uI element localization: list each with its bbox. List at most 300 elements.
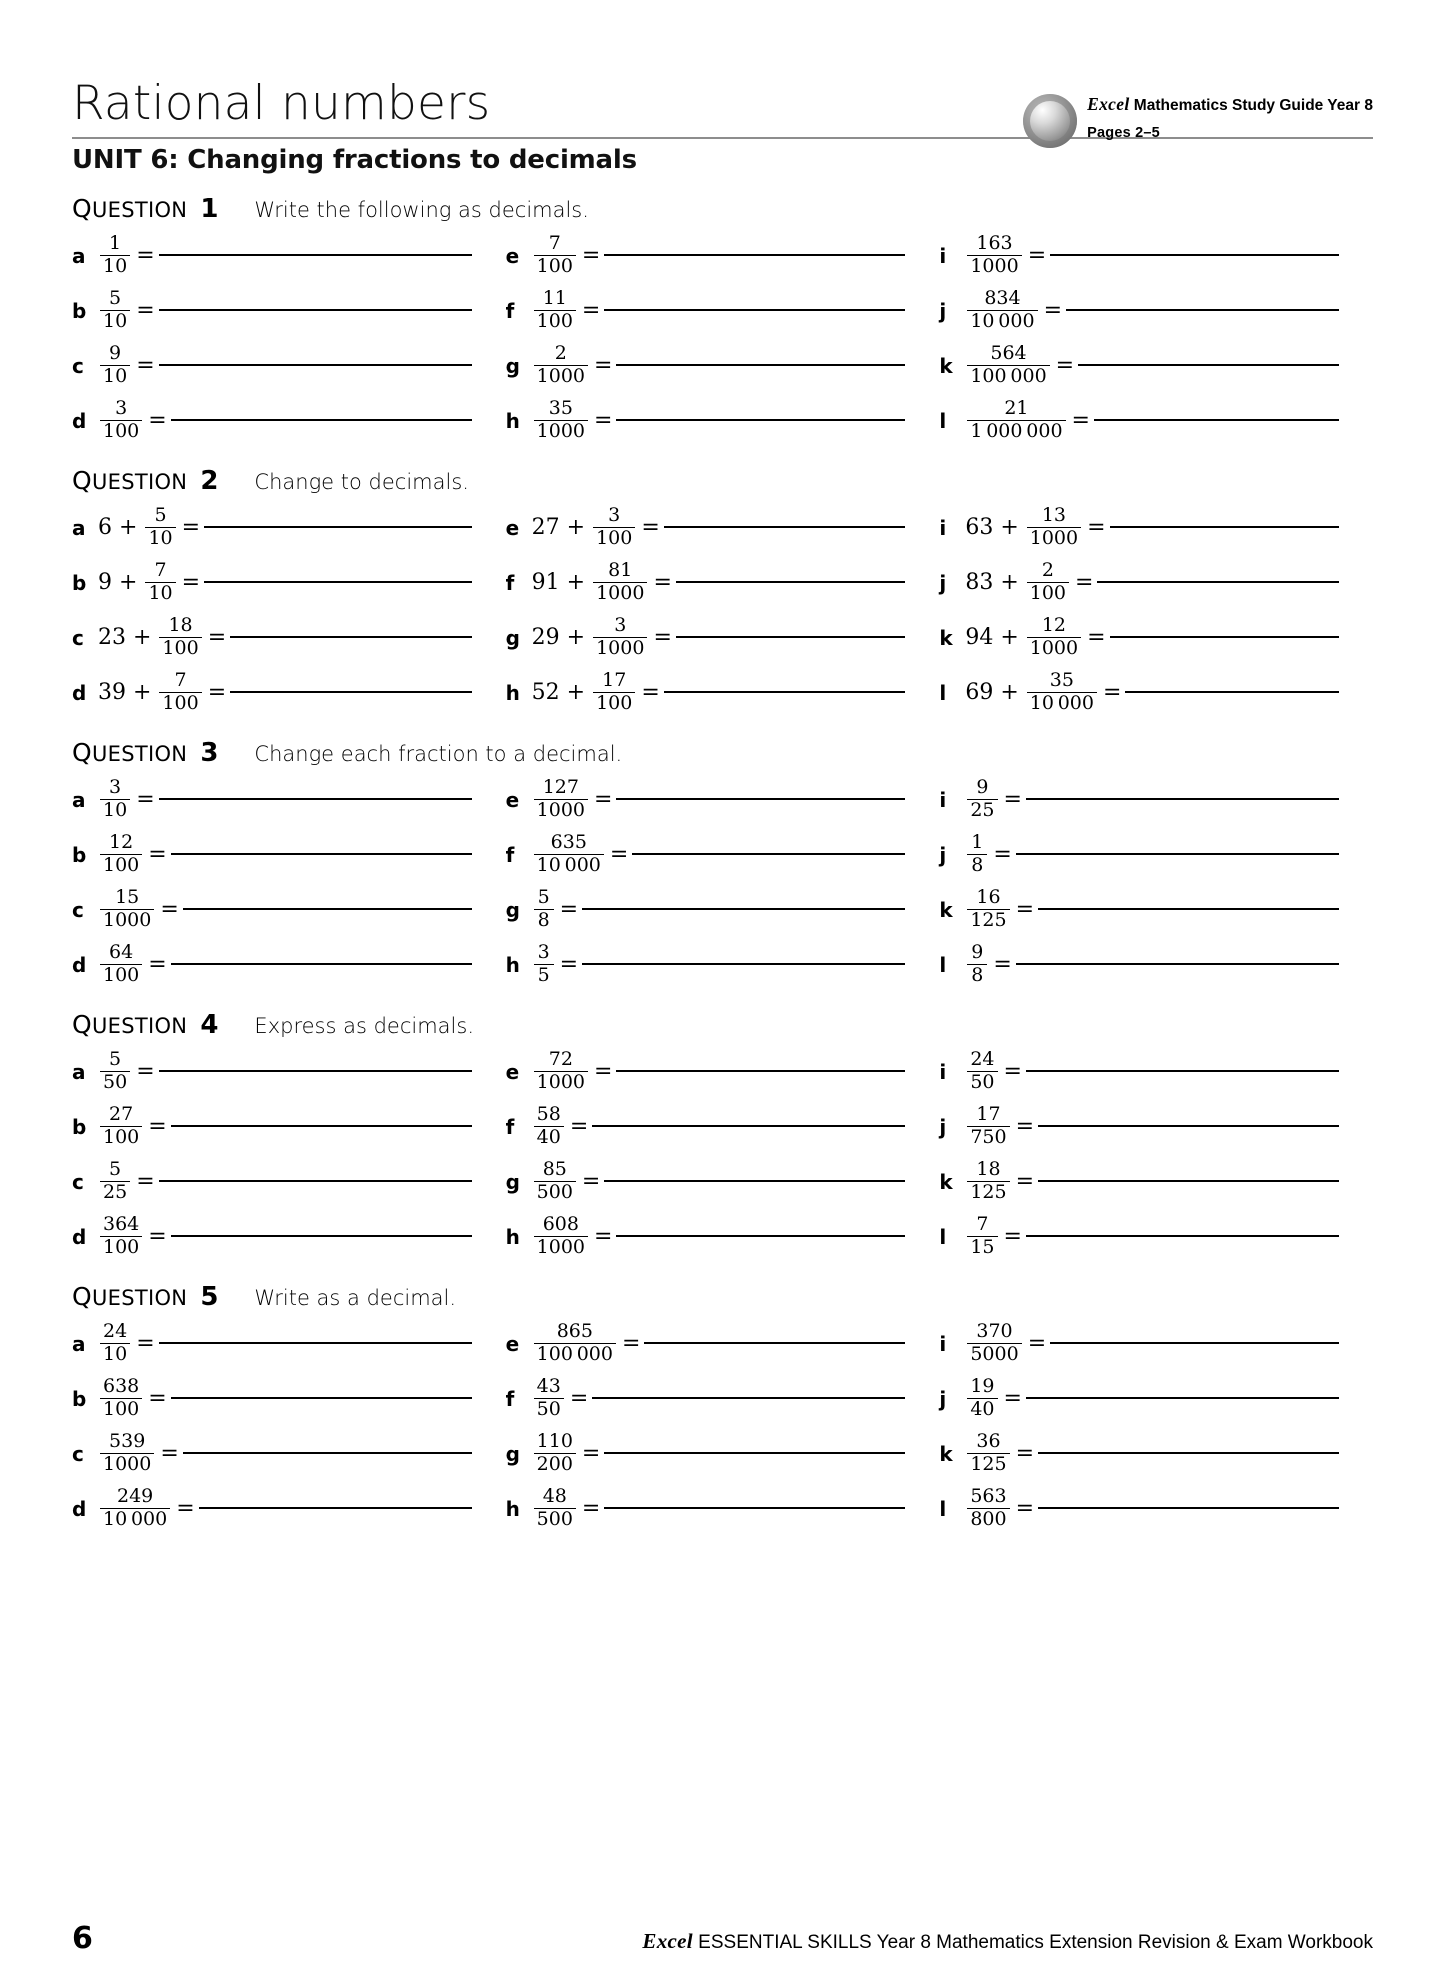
- fraction-numerator: 43: [536, 1374, 561, 1397]
- fraction: [100, 1429, 154, 1476]
- fraction-denominator: 100: [103, 1236, 140, 1259]
- fraction: [593, 503, 635, 550]
- fraction-numerator: 3: [115, 396, 128, 419]
- answer-blank[interactable]: [183, 908, 472, 910]
- fraction-denominator: 100: [103, 964, 140, 987]
- answer-blank[interactable]: [1016, 853, 1339, 855]
- exercise-item: [72, 1044, 506, 1099]
- question-items-grid: [72, 228, 1373, 448]
- fraction: [159, 668, 201, 715]
- answer-blank[interactable]: [230, 691, 472, 693]
- equals-sign: =: [1015, 1169, 1035, 1194]
- item-letter: e: [505, 787, 520, 812]
- fraction-numerator: 12: [1041, 613, 1067, 636]
- answer-blank[interactable]: [159, 254, 472, 256]
- fraction-numerator: 19: [970, 1374, 995, 1397]
- answer-blank[interactable]: [676, 581, 905, 583]
- exercise-item: [506, 1099, 940, 1154]
- question-instruction: Write the following as decimals.: [254, 198, 589, 222]
- fraction-numerator: 13: [1041, 503, 1067, 526]
- item-letter: a: [72, 515, 86, 540]
- answer-blank[interactable]: [1038, 908, 1339, 910]
- fraction-numerator: 9: [976, 775, 989, 798]
- fraction: [100, 1374, 142, 1421]
- exercise-item: [506, 1371, 940, 1426]
- item-letter: f: [505, 570, 515, 595]
- item-letter: a: [72, 787, 86, 812]
- answer-blank[interactable]: [1066, 309, 1339, 311]
- equals-sign: =: [621, 1331, 641, 1356]
- exercise-item: [506, 283, 940, 338]
- fraction: [534, 1157, 576, 1204]
- equals-sign: =: [1003, 787, 1022, 812]
- fraction: [145, 558, 175, 605]
- answer-blank[interactable]: [604, 254, 905, 256]
- fraction-denominator: 1000: [1029, 527, 1079, 550]
- fraction-denominator: 100: [103, 420, 140, 443]
- fraction-numerator: 638: [103, 1374, 140, 1397]
- fraction: [534, 940, 554, 987]
- exercise-item: [72, 1209, 506, 1264]
- item-letter: h: [505, 952, 520, 977]
- answer-blank[interactable]: [1038, 1452, 1339, 1454]
- questions-container: [72, 194, 1373, 1536]
- fraction-numerator: 163: [976, 231, 1013, 254]
- fraction-denominator: 100: [103, 1126, 140, 1149]
- equals-sign: =: [581, 1441, 601, 1466]
- equals-sign: =: [993, 842, 1012, 867]
- fraction: [534, 1484, 576, 1531]
- fraction-numerator: 85: [542, 1157, 567, 1180]
- question-block: [72, 738, 1373, 992]
- exercise-item: [506, 1044, 940, 1099]
- equals-sign: =: [1087, 515, 1106, 540]
- fraction-numerator: 3: [109, 775, 122, 798]
- fraction-denominator: 500: [536, 1181, 573, 1204]
- fraction-denominator: 50: [970, 1071, 995, 1094]
- item-letter: a: [72, 243, 86, 268]
- fraction-denominator: 100: [536, 310, 573, 333]
- item-letter: h: [505, 1496, 520, 1521]
- fraction-numerator: 564: [990, 341, 1027, 364]
- fraction: [593, 613, 647, 660]
- fraction: [100, 396, 142, 443]
- brand-text: [1087, 92, 1373, 141]
- exercise-item: [939, 555, 1373, 610]
- item-letter: c: [72, 897, 84, 922]
- item-letter: b: [72, 570, 87, 595]
- equals-sign: =: [176, 1496, 195, 1521]
- answer-blank[interactable]: [604, 1507, 905, 1509]
- fraction-numerator: 72: [548, 1047, 573, 1070]
- fraction-denominator: 1000: [536, 1236, 586, 1259]
- item-letter: c: [72, 625, 84, 650]
- equals-sign: =: [1103, 680, 1122, 705]
- fraction: [967, 1319, 1021, 1366]
- exercise-item: [506, 1209, 940, 1264]
- answer-blank[interactable]: [1026, 1397, 1339, 1399]
- item-letter: b: [72, 842, 87, 867]
- answer-blank[interactable]: [644, 1342, 905, 1344]
- equals-sign: =: [993, 952, 1012, 977]
- answer-blank[interactable]: [1050, 1342, 1339, 1344]
- item-letter: g: [505, 897, 520, 922]
- fraction-numerator: 24: [103, 1319, 128, 1342]
- answer-blank[interactable]: [171, 853, 472, 855]
- exercise-item: [506, 610, 940, 665]
- answer-blank[interactable]: [204, 526, 472, 528]
- fraction-denominator: 100 000: [536, 1343, 613, 1366]
- equals-sign: =: [148, 842, 167, 867]
- answer-blank[interactable]: [159, 309, 472, 311]
- item-letter: l: [939, 1496, 947, 1521]
- equals-sign: =: [181, 515, 201, 540]
- fraction-numerator: 370: [976, 1319, 1013, 1342]
- fraction: [534, 1102, 564, 1149]
- exercise-item: [939, 228, 1373, 283]
- answer-blank[interactable]: [159, 798, 472, 800]
- fraction-denominator: 10 000: [103, 1508, 168, 1531]
- answer-blank[interactable]: [592, 1397, 905, 1399]
- fraction-numerator: 9: [971, 940, 984, 963]
- answer-blank[interactable]: [171, 1125, 472, 1127]
- item-letter: d: [72, 1224, 87, 1249]
- fraction-numerator: 7: [548, 231, 561, 254]
- question-items-grid: [72, 1316, 1373, 1536]
- question-block: [72, 466, 1373, 720]
- answer-blank[interactable]: [1016, 963, 1339, 965]
- answer-blank[interactable]: [1026, 1235, 1339, 1237]
- equals-sign: =: [559, 897, 579, 922]
- fraction-numerator: 7: [976, 1212, 989, 1235]
- answer-blank[interactable]: [664, 526, 906, 528]
- fraction-denominator: 25: [103, 1181, 128, 1204]
- brand-block: [1023, 92, 1373, 148]
- item-letter: e: [505, 515, 520, 540]
- item-letter: i: [939, 1331, 947, 1356]
- fraction-numerator: 563: [970, 1484, 1007, 1507]
- fraction: [967, 1102, 1009, 1149]
- answer-blank[interactable]: [616, 798, 905, 800]
- fraction-denominator: 10: [148, 582, 173, 605]
- answer-blank[interactable]: [1026, 1070, 1339, 1072]
- exercise-item: [72, 772, 506, 827]
- question-instruction: Express as decimals.: [254, 1014, 474, 1038]
- fraction-denominator: 1000: [536, 1071, 586, 1094]
- exercise-item: [506, 500, 940, 555]
- exercise-item: [72, 500, 506, 555]
- answer-blank[interactable]: [582, 963, 905, 965]
- fraction-denominator: 10: [148, 527, 173, 550]
- exercise-item: [506, 228, 940, 283]
- fraction: [967, 231, 1021, 278]
- fraction-denominator: 8: [537, 909, 550, 932]
- fraction-denominator: 1000: [536, 365, 586, 388]
- fraction-numerator: 608: [542, 1212, 579, 1235]
- answer-blank[interactable]: [230, 636, 472, 638]
- equals-sign: =: [581, 1169, 601, 1194]
- question-number: 5: [200, 1282, 219, 1312]
- answer-blank[interactable]: [159, 1342, 472, 1344]
- fraction: [534, 1212, 588, 1259]
- fraction-numerator: 16: [976, 885, 1001, 908]
- answer-blank[interactable]: [616, 364, 905, 366]
- exercise-item: [939, 827, 1373, 882]
- equals-sign: =: [207, 680, 227, 705]
- equals-sign: =: [569, 1114, 589, 1139]
- fraction-denominator: 1000: [970, 255, 1019, 278]
- question-header: [72, 1010, 1373, 1040]
- exercise-item: [72, 393, 506, 448]
- fraction-denominator: 125: [970, 1181, 1007, 1204]
- fraction-numerator: 17: [976, 1102, 1001, 1125]
- item-letter: h: [505, 408, 520, 433]
- question-label: [72, 738, 187, 767]
- fraction-numerator: 64: [109, 940, 134, 963]
- exercise-item: [939, 1099, 1373, 1154]
- item-letter: d: [72, 408, 87, 433]
- answer-blank[interactable]: [1038, 1125, 1339, 1127]
- item-whole-part: 9 +: [98, 570, 138, 595]
- equals-sign: =: [1075, 570, 1094, 595]
- answer-blank[interactable]: [604, 1180, 905, 1182]
- item-whole-part: 63 +: [965, 515, 1019, 540]
- answer-blank[interactable]: [1094, 419, 1339, 421]
- fraction: [534, 885, 554, 932]
- answer-blank[interactable]: [616, 419, 905, 421]
- equals-sign: =: [136, 1331, 155, 1356]
- question-instruction: Change to decimals.: [254, 470, 469, 494]
- fraction: [534, 1429, 576, 1476]
- fraction-numerator: 5: [109, 1047, 122, 1070]
- fraction-denominator: 50: [103, 1071, 128, 1094]
- fraction-denominator: 100: [536, 255, 573, 278]
- fraction-denominator: 50: [536, 1398, 561, 1421]
- item-letter: b: [72, 1386, 87, 1411]
- answer-blank[interactable]: [616, 1070, 905, 1072]
- question-header: [72, 466, 1373, 496]
- exercise-item: [72, 1426, 506, 1481]
- answer-blank[interactable]: [1026, 798, 1339, 800]
- item-whole-part: 52 +: [531, 680, 586, 705]
- fraction-numerator: 5: [109, 286, 122, 309]
- equals-sign: =: [559, 952, 579, 977]
- fraction: [534, 231, 576, 278]
- exercise-item: [72, 555, 506, 610]
- answer-blank[interactable]: [1110, 526, 1339, 528]
- fraction-denominator: 1000: [596, 582, 645, 605]
- answer-blank[interactable]: [592, 1125, 905, 1127]
- exercise-item: [939, 1209, 1373, 1264]
- question-label-rest: UESTION: [91, 470, 188, 494]
- equals-sign: =: [1027, 1331, 1047, 1356]
- exercise-item: [939, 500, 1373, 555]
- equals-sign: =: [653, 625, 672, 650]
- exercise-item: [72, 882, 506, 937]
- item-letter: l: [939, 1224, 947, 1249]
- brand-excel-word: Excel: [1087, 94, 1130, 114]
- exercise-item: [506, 665, 940, 720]
- fraction: [967, 830, 987, 877]
- equals-sign: =: [1043, 298, 1063, 323]
- question-label-rest: UESTION: [91, 1014, 188, 1038]
- exercise-item: [939, 1316, 1373, 1371]
- answer-blank[interactable]: [171, 419, 472, 421]
- answer-blank[interactable]: [1078, 364, 1339, 366]
- exercise-item: [939, 393, 1373, 448]
- item-letter: f: [505, 298, 515, 323]
- fraction: [967, 775, 997, 822]
- item-letter: i: [939, 243, 947, 268]
- fraction-denominator: 100: [1029, 582, 1067, 605]
- equals-sign: =: [1003, 1059, 1022, 1084]
- fraction: [967, 885, 1009, 932]
- item-letter: e: [505, 1331, 520, 1356]
- fraction-denominator: 100 000: [970, 365, 1047, 388]
- fraction-denominator: 10 000: [970, 310, 1035, 333]
- question-label: [72, 1010, 187, 1039]
- fraction: [100, 830, 142, 877]
- answer-blank[interactable]: [199, 1507, 472, 1509]
- fraction: [100, 1319, 130, 1366]
- exercise-item: [72, 1316, 506, 1371]
- equals-sign: =: [594, 353, 613, 378]
- item-whole-part: 29 +: [531, 625, 586, 650]
- answer-blank[interactable]: [171, 963, 472, 965]
- fraction: [100, 1157, 130, 1204]
- fraction-numerator: 48: [542, 1484, 567, 1507]
- item-letter: g: [505, 625, 520, 650]
- question-number: 2: [200, 466, 219, 496]
- answer-blank[interactable]: [159, 1070, 472, 1072]
- answer-blank[interactable]: [1038, 1180, 1339, 1182]
- question-label-cap: Q: [72, 466, 92, 495]
- fraction-denominator: 40: [536, 1126, 561, 1149]
- fraction-numerator: 36: [976, 1429, 1001, 1452]
- answer-blank[interactable]: [604, 309, 905, 311]
- exercise-item: [939, 1481, 1373, 1536]
- fraction: [100, 1047, 130, 1094]
- answer-blank[interactable]: [1038, 1507, 1339, 1509]
- fraction: [534, 830, 604, 877]
- equals-sign: =: [136, 1059, 155, 1084]
- question-number: 3: [200, 738, 219, 768]
- exercise-item: [939, 610, 1373, 665]
- fraction: [100, 775, 130, 822]
- exercise-item: [72, 1481, 506, 1536]
- equals-sign: =: [594, 1059, 613, 1084]
- exercise-item: [939, 665, 1373, 720]
- fraction-denominator: 1 000 000: [970, 420, 1063, 443]
- answer-blank[interactable]: [604, 1452, 905, 1454]
- fraction-numerator: 27: [109, 1102, 134, 1125]
- fraction: [534, 775, 588, 822]
- item-letter: d: [72, 680, 87, 705]
- question-label: [72, 466, 187, 495]
- answer-blank[interactable]: [204, 581, 472, 583]
- item-letter: j: [939, 570, 947, 595]
- fraction-numerator: 12: [109, 830, 134, 853]
- answer-blank[interactable]: [183, 1452, 472, 1454]
- answer-blank[interactable]: [676, 636, 905, 638]
- brand-pages-label: Pages 2–5: [1087, 124, 1160, 141]
- answer-blank[interactable]: [616, 1235, 905, 1237]
- item-letter: c: [72, 353, 84, 378]
- question-label: [72, 194, 187, 223]
- item-letter: k: [939, 353, 953, 378]
- answer-blank[interactable]: [159, 364, 472, 366]
- fraction: [967, 940, 987, 987]
- exercise-item: [939, 1426, 1373, 1481]
- question-label-cap: Q: [72, 1010, 92, 1039]
- item-letter: i: [939, 787, 947, 812]
- fraction-denominator: 1000: [103, 909, 152, 932]
- question-label-rest: UESTION: [91, 198, 188, 222]
- fraction-numerator: 2: [1041, 558, 1054, 581]
- equals-sign: =: [581, 1496, 601, 1521]
- fraction: [534, 286, 576, 333]
- fraction: [593, 668, 635, 715]
- item-letter: l: [939, 952, 947, 977]
- fraction-numerator: 9: [109, 341, 122, 364]
- equals-sign: =: [641, 680, 660, 705]
- exercise-item: [506, 338, 940, 393]
- unit-heading: UNIT 6: Changing fractions to decimals: [72, 145, 637, 175]
- fraction-numerator: 35: [548, 396, 573, 419]
- equals-sign: =: [581, 243, 601, 268]
- answer-blank[interactable]: [664, 691, 906, 693]
- equals-sign: =: [148, 1114, 167, 1139]
- exercise-item: [506, 555, 940, 610]
- answer-blank[interactable]: [1110, 636, 1339, 638]
- fraction: [1027, 558, 1069, 605]
- fraction: [534, 1319, 616, 1366]
- answer-blank[interactable]: [1097, 581, 1339, 583]
- fraction: [1027, 668, 1097, 715]
- answer-blank[interactable]: [1050, 254, 1339, 256]
- fraction-denominator: 10: [103, 365, 128, 388]
- answer-blank[interactable]: [171, 1397, 472, 1399]
- fraction: [593, 558, 647, 605]
- item-whole-part: 39 +: [98, 680, 152, 705]
- answer-blank[interactable]: [582, 908, 905, 910]
- fraction-numerator: 18: [168, 613, 193, 636]
- answer-blank[interactable]: [1125, 691, 1339, 693]
- exercise-item: [939, 1371, 1373, 1426]
- fraction-numerator: 11: [542, 286, 567, 309]
- equals-sign: =: [1087, 625, 1106, 650]
- fraction-numerator: 865: [556, 1319, 593, 1342]
- equals-sign: =: [1003, 1386, 1022, 1411]
- answer-blank[interactable]: [171, 1235, 472, 1237]
- question-header: [72, 1282, 1373, 1312]
- item-letter: g: [505, 1169, 520, 1194]
- excel-orb-icon: [1023, 94, 1077, 148]
- fraction-denominator: 10: [103, 310, 128, 333]
- answer-blank[interactable]: [159, 1180, 472, 1182]
- equals-sign: =: [1015, 1441, 1035, 1466]
- item-whole-part: 91 +: [531, 570, 586, 595]
- equals-sign: =: [1015, 1114, 1035, 1139]
- fraction-denominator: 25: [970, 799, 995, 822]
- fraction: [967, 1047, 997, 1094]
- question-label-cap: Q: [72, 194, 92, 223]
- question-number: 4: [200, 1010, 219, 1040]
- fraction-numerator: 17: [602, 668, 627, 691]
- exercise-item: [72, 1371, 506, 1426]
- item-letter: j: [939, 298, 947, 323]
- answer-blank[interactable]: [632, 853, 905, 855]
